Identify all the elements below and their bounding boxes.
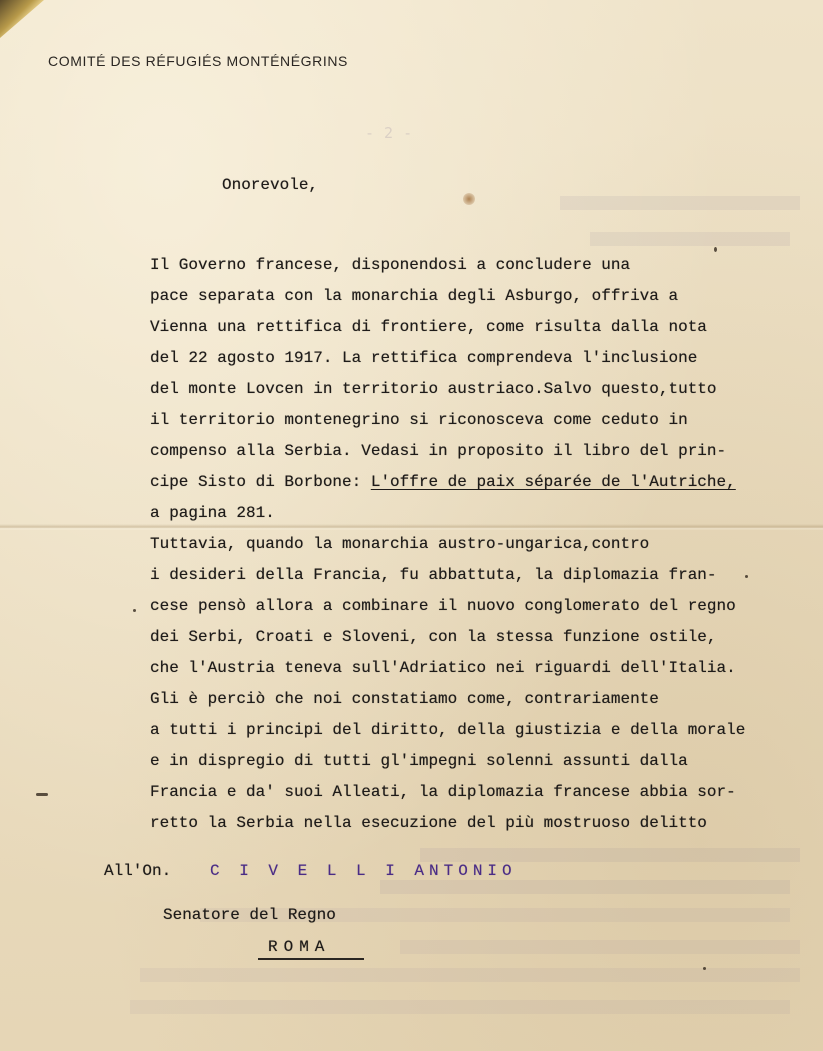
bleed-through-text: [590, 232, 790, 246]
body-line: Francia e da' suoi Alleati, la diplomazia francese abbia sor-: [150, 783, 736, 801]
body-line: che l'Austria teneva sull'Adriatico nei riguardi dell'Italia.: [150, 659, 736, 677]
bleed-through-text: [400, 940, 800, 954]
body-line: Il Governo francese, disponendosi a concludere una: [150, 256, 631, 274]
addressee-prefix: All'On.: [104, 862, 172, 880]
body-line: a pagina 281.: [150, 504, 275, 522]
paper-clip-corner: [0, 0, 44, 38]
bleed-through-text: [380, 880, 790, 894]
body-line: retto la Serbia nella esecuzione del più mostruoso delitto: [150, 814, 707, 832]
body-line: del monte Lovcen in territorio austriaco.Salvo questo,tutto: [150, 380, 717, 398]
body-line: i desideri della Francia, fu abbattuta, la diplomazia fran-: [150, 566, 717, 584]
paper-speck: [133, 609, 136, 612]
body-line: cese pensò allora a combinare il nuovo conglomerato del regno: [150, 597, 736, 615]
letterhead: COMITÉ DES RÉFUGIÉS MONTÉNÉGRINS: [48, 53, 348, 69]
body-line: dei Serbi, Croati e Sloveni, con la stessa funzione ostile,: [150, 628, 717, 646]
body-line: e in dispregio di tutti gl'impegni solenni assunti dalla: [150, 752, 688, 770]
body-line: Gli è perciò che noi constatiamo come, contrariamente: [150, 690, 659, 708]
paper-speck: [745, 575, 748, 578]
addressee-title: Senatore del Regno: [163, 906, 336, 924]
body-line: Vienna una rettifica di frontiere, come risulta dalla nota: [150, 318, 707, 336]
bleed-through-page-number: - 2 -: [365, 124, 413, 142]
body-line: Tuttavia, quando la monarchia austro-ungarica,contro: [150, 535, 650, 553]
addressee-city: ROMA: [268, 938, 331, 956]
bleed-through-text: [420, 848, 800, 862]
body-line-text: cipe Sisto di Borbone:: [150, 473, 371, 491]
body-line: pace separata con la monarchia degli Asburgo, offriva a: [150, 287, 679, 305]
body-line: a tutti i principi del diritto, della giustizia e della morale: [150, 721, 746, 739]
body-line: il territorio montenegrino si riconosceva come ceduto in: [150, 411, 688, 429]
paper-speck: [703, 967, 706, 970]
book-title: L'offre de paix séparée de l'Autriche,: [370, 473, 736, 491]
paper-fold-line: [0, 524, 823, 530]
city-underline: [258, 958, 364, 960]
salutation: Onorevole,: [222, 176, 319, 194]
bleed-through-text: [560, 196, 800, 210]
body-line-with-citation: [150, 473, 736, 491]
paper-speck: [714, 247, 717, 252]
body-line: compenso alla Serbia. Vedasi in proposito il libro del prin-: [150, 442, 727, 460]
bleed-through-text: [130, 1000, 790, 1014]
body-line: del 22 agosto 1917. La rettifica comprendeva l'inclusione: [150, 349, 698, 367]
ink-stain: [463, 193, 475, 205]
paper-speck: [36, 793, 48, 796]
addressee-name: C I V E L L I ANTONIO: [210, 862, 517, 880]
bleed-through-text: [140, 968, 800, 982]
